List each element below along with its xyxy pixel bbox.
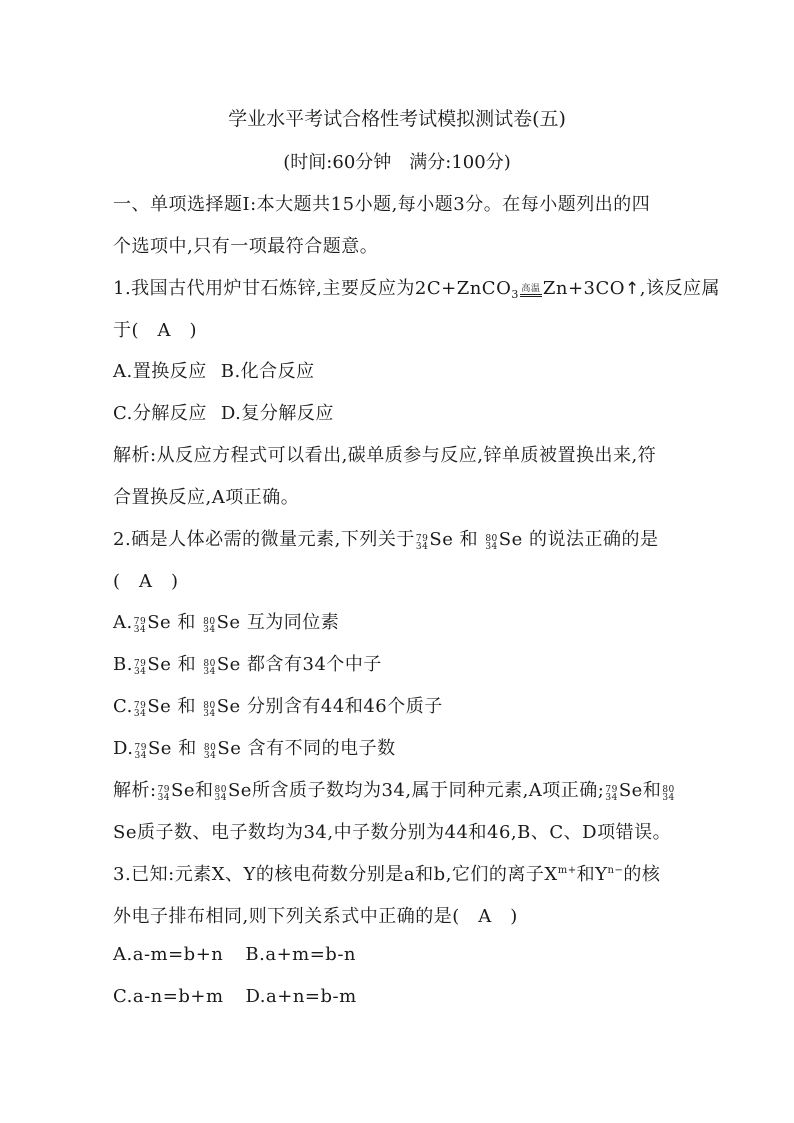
question-1-analysis-line1: 解析:从反应方程式可以看出,碳单质参与反应,锌单质被置换出来,符 — [113, 445, 657, 466]
isotope-80: 80 34 — [485, 534, 498, 552]
q2-stem-b: 的说法正确的是 — [528, 529, 659, 550]
question-1-options-cd — [113, 399, 683, 425]
question-3-stem: 3.已知:元素X、Y的核电荷数分别是a和b,它们的离子$X^{m+}$和$Y^{n-}$的核 — [113, 864, 661, 885]
question-1-answer: 于( A ) — [113, 320, 198, 341]
q2-option-b: B. 79 34 Se 和 80 34 Se 都含有34个中子 — [113, 654, 382, 677]
section-instruction-line1: 一、单项选择题Ⅰ:本大题共15小题,每小题3分。在每小题列出的四 — [113, 194, 651, 215]
isotope-79: 79 34 — [415, 534, 429, 552]
q1-option-c: C.分解反应 — [113, 403, 207, 424]
question-1-analysis-line2: 合置换反应,A项正确。 — [113, 487, 300, 508]
question-2-stem: 2.硒是人体必需的微量元素,下列关于 79 34 Se 和 80 34 Se 的说法正确的是 — [113, 529, 659, 552]
question-2-answer: ( A ) — [113, 571, 179, 592]
page-title: 学业水平考试合格性考试模拟测试卷(五) — [228, 108, 566, 130]
question-1-options-ab — [113, 357, 683, 383]
gas-up-arrow-icon: ↑ — [625, 279, 640, 299]
condition-label: 高温 — [521, 284, 541, 294]
q1-subscript: 3 — [511, 288, 519, 301]
q1-stem-a: 1.我国古代用炉甘石炼锌,主要反应为2C+ZnCO — [113, 278, 512, 299]
question-3-line2: 外电子排布相同,则下列关系式中正确的是( A ) — [113, 906, 518, 927]
question-2-analysis-line2: Se质子数、电子数均为34,中子数分别为44和46,B、C、D项错误。 — [113, 822, 672, 843]
q1-option-a: A.置换反应 — [113, 361, 207, 382]
q3-option-b: B.a+m=b-n — [245, 944, 357, 965]
q1-stem-c: ,该反应属 — [639, 278, 720, 299]
equals-arrow — [520, 294, 542, 297]
q3-option-c: C.a-n=b+m — [113, 986, 224, 1007]
q2-option-a: A. 79 34 Se 和 80 34 Se 互为同位素 — [113, 612, 340, 635]
section-instruction-line2: 个选项中,只有一项最符合题意。 — [113, 236, 379, 257]
question-2-analysis-line1: 解析: 79 34 Se和 80 34 Se所含质子数均为34,属于同种元素,A项正确; 79 34 Se和 80 34 — [113, 780, 675, 803]
page-subtitle: (时间:60分钟 满分:100分) — [283, 152, 511, 173]
question-1-stem — [113, 274, 720, 301]
q2-option-c: C. 79 34 Se 和 80 34 Se 分别含有44和46个质子 — [113, 696, 443, 719]
y-ion-charge: n− — [607, 865, 624, 876]
question-3-options-ab — [113, 944, 683, 965]
reaction-condition — [520, 285, 542, 297]
q1-stem-b: Zn+3CO — [542, 278, 626, 299]
element-symbol: Se — [429, 529, 454, 550]
question-3-options-cd — [113, 986, 683, 1007]
q3-option-d: D.a+n=b-m — [245, 986, 357, 1007]
q3-option-a: A.a-m=b+n — [113, 944, 224, 965]
q1-option-b: B.化合反应 — [220, 361, 315, 382]
x-ion-charge: m+ — [557, 865, 577, 876]
q1-option-d: D.复分解反应 — [220, 403, 334, 424]
q2-stem-a: 2.硒是人体必需的微量元素,下列关于 — [113, 529, 415, 550]
q2-option-d: D. 79 34 Se 和 80 34 Se 含有不同的电子数 — [113, 738, 396, 761]
